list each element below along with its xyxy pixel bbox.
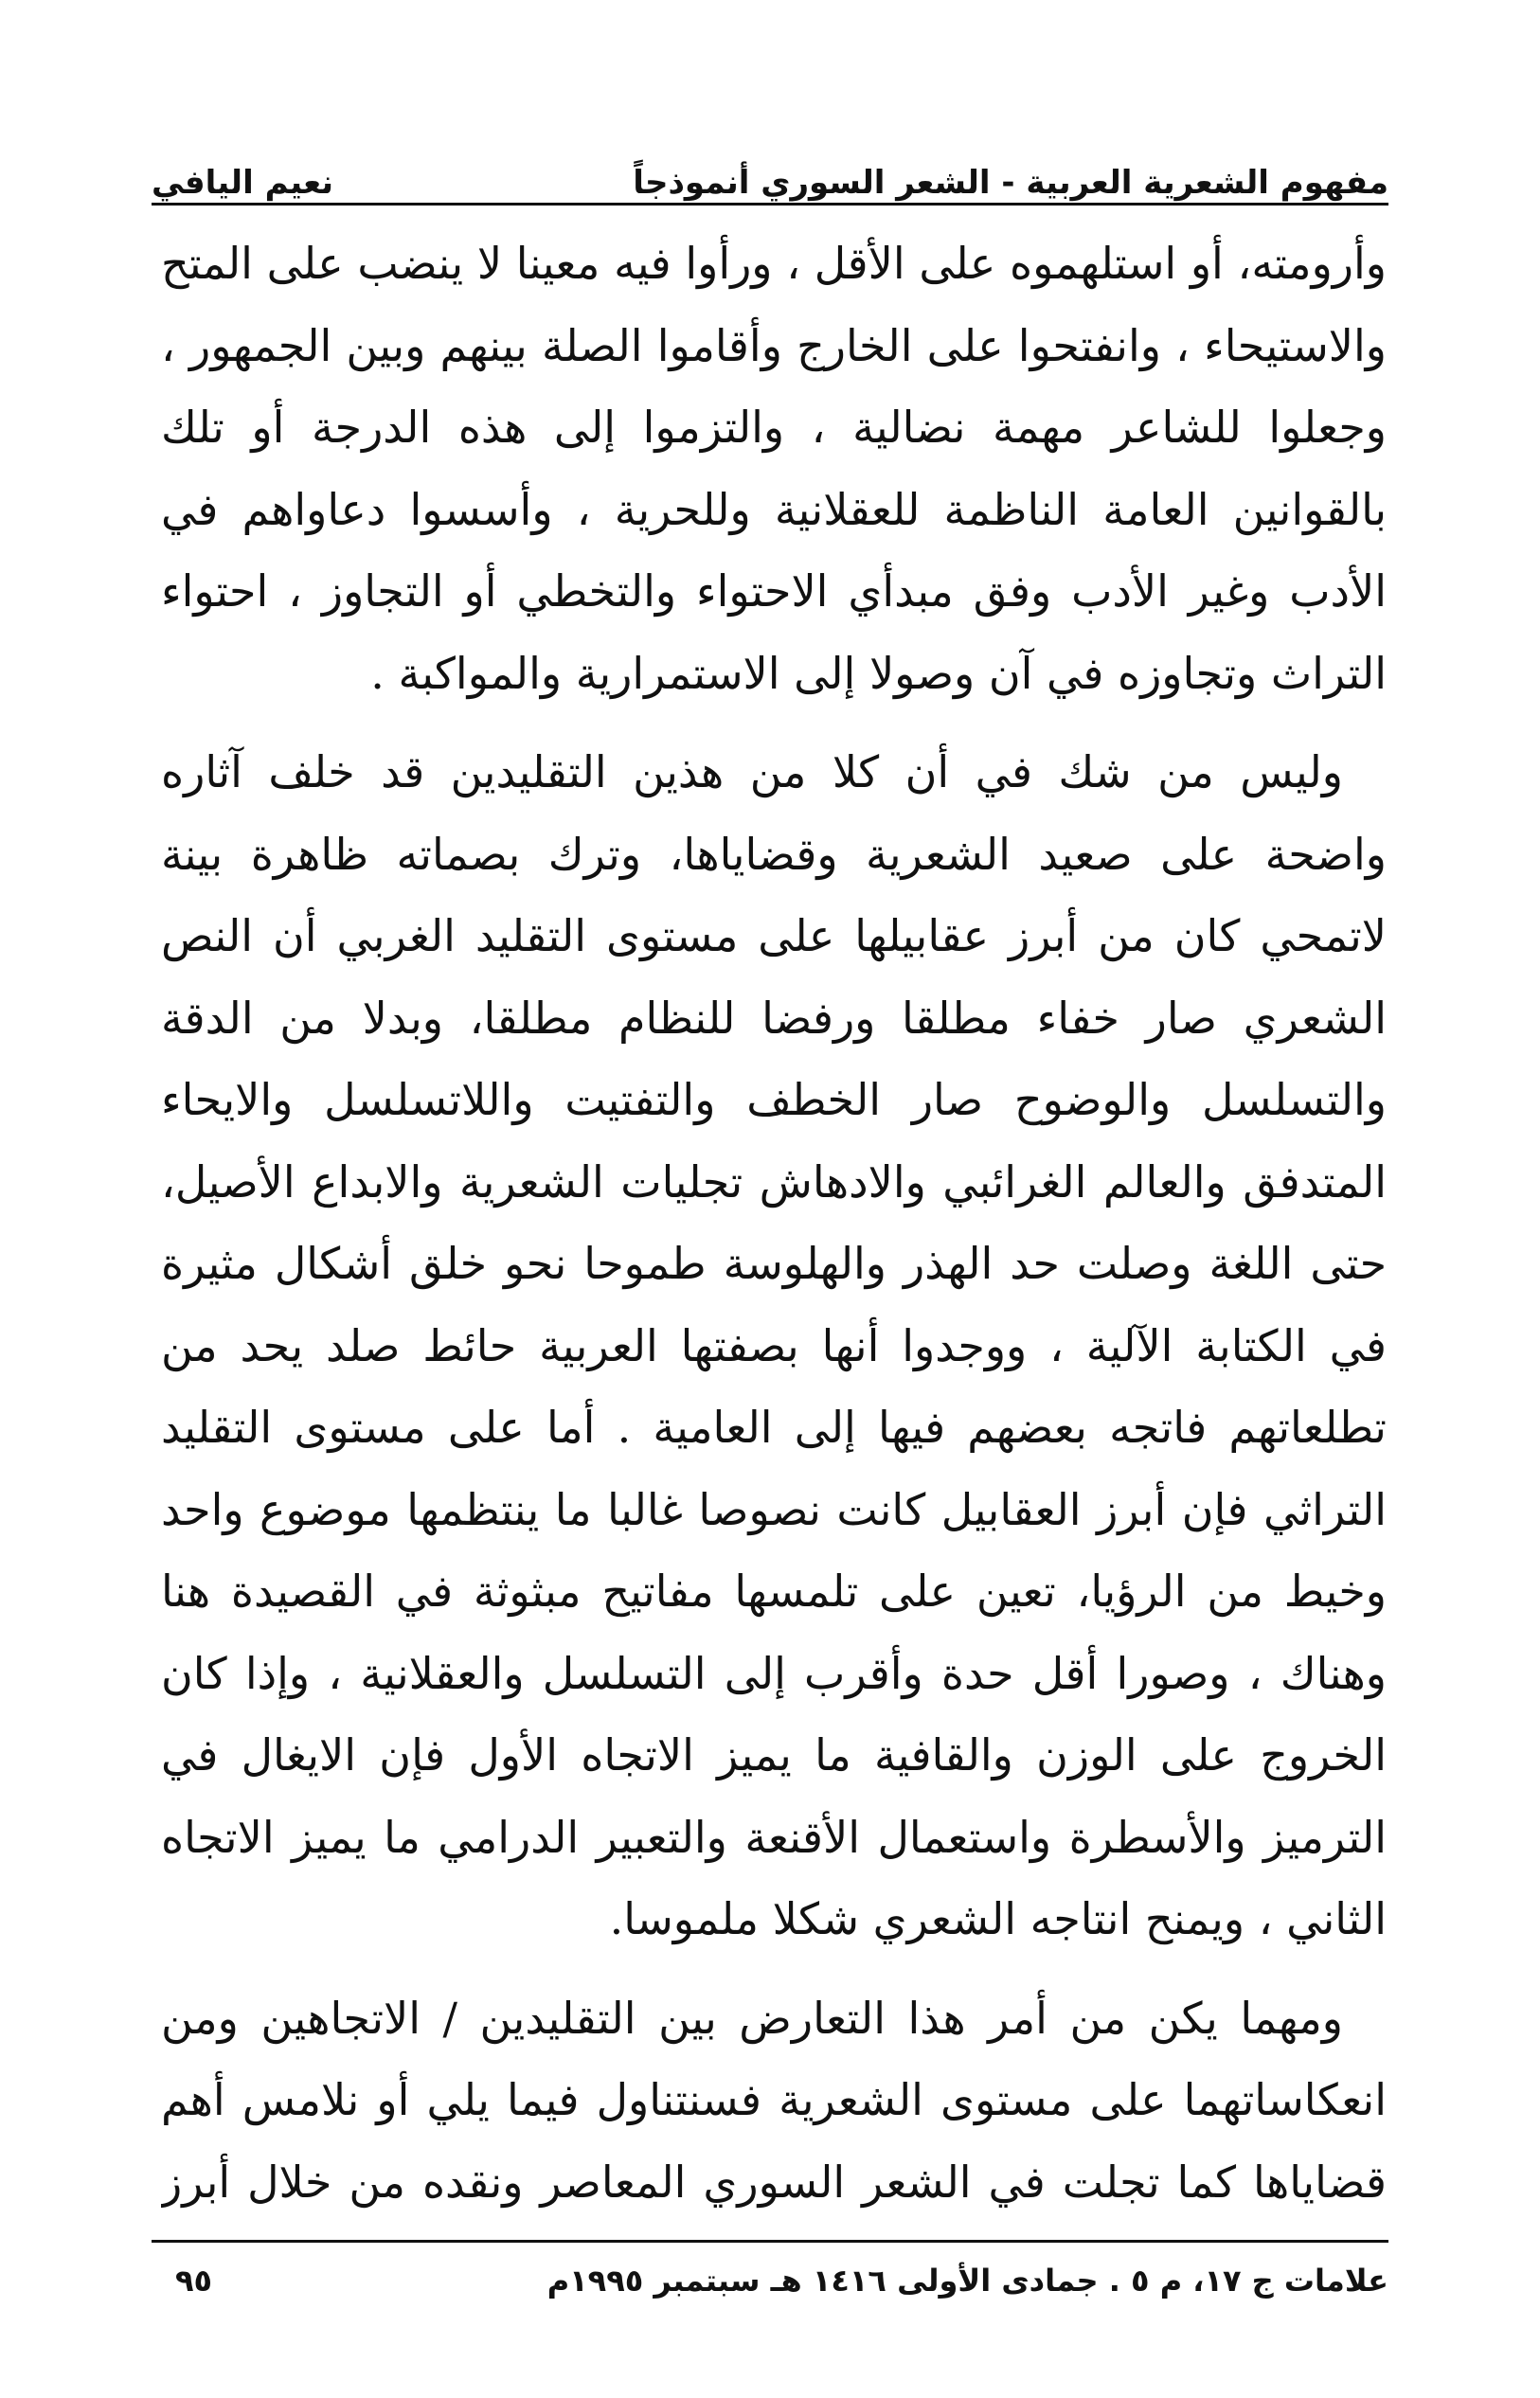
page-number: ٩٥: [175, 2263, 213, 2299]
header-divider: [152, 203, 1388, 206]
header-title: مفهوم الشعرية العربية - الشعر السوري أنموذجاً: [633, 164, 1388, 202]
header-author: نعيم اليافي: [152, 164, 334, 202]
running-footer: [175, 2252, 1388, 2309]
paragraph-1: وأرومته، أو استلهموه على الأقل ، ورأوا فيه معينا لا ينضب على المتح والاستيحاء ، وانفتحوا على الخارج وأقاموا الصلة بينهم وبين الجمهور ، وجعلوا للشاعر مهمة نضالية ، والتزموا إلى هذه الدرجة أو تلك بالقوانين العامة الناظمة للعقلانية وللحرية ، وأسسوا دعاواهم في الأدب وغير الأدب وفق مبدأي الاحتواء والتخطي أو التجاوز ، احتواء التراث وتجاوزه في آن وصولا إلى الاستمرارية والمواكبة .: [161, 238, 1387, 699]
paragraph-2: وليس من شك في أن كلا من هذين التقليدين قد خلف آثاره واضحة على صعيد الشعرية وقضاياها، وترك بصماته ظاهرة بينة لاتمحي كان من أبرز عقابيلها على مستوى التقليد الغربي أن النص الشعري صار خفاء مطلقا ورفضا للنظام مطلقا، وبدلا من الدقة والتسلسل والوضوح صار الخطف والتفتيت واللاتسلسل والايحاء المتدفق والعالم الغرائبي والادهاش تجليات الشعرية والابداع الأصيل، حتى اللغة وصلت حد الهذر والهلوسة طموحا نحو خلق أشكال مثيرة في الكتابة الآلية ، ووجدوا أنها بصفتها العربية حائط صلد يحد من تطلعاتهم فاتجه بعضهم فيها إلى العامية . أما على مستوى التقليد التراثي فإن أبرز العقابيل كانت نصوصا غالبا ما ينتظمها موضوع واحد وخيط من الرؤيا، تعين على تلمسها مفاتيح مبثوثة في القصيدة هنا وهناك ، وصورا أقل حدة وأقرب إلى التسلسل والعقلانية ، وإذا كان الخروج على الوزن والقافية ما يميز الاتجاه الأول فإن الايغال في الترميز والأسطرة واستعمال الأقنعة والتعبير الدرامي ما يميز الاتجاه الثاني ، ويمنح انتاجه الشعري شكلا ملموسا.: [161, 746, 1387, 1944]
footer-divider: [152, 2240, 1388, 2243]
paragraph-3: ومهما يكن من أمر هذا التعارض بين التقليدين / الاتجاهين ومن انعكاساتهما على مستوى الشعرية فسنتناول فيما يلي أو نلامس أهم قضاياها كما تجلت في الشعر السوري المعاصر ونقده من خلال أبرز: [161, 1992, 1387, 2208]
body-text: [161, 223, 1387, 2216]
footer-citation: علامات ج ١٧، م ٥ . جمادى الأولى ١٤١٦ هـ سبتمبر ١٩٩٥م: [546, 2263, 1388, 2299]
running-header: [152, 142, 1388, 202]
